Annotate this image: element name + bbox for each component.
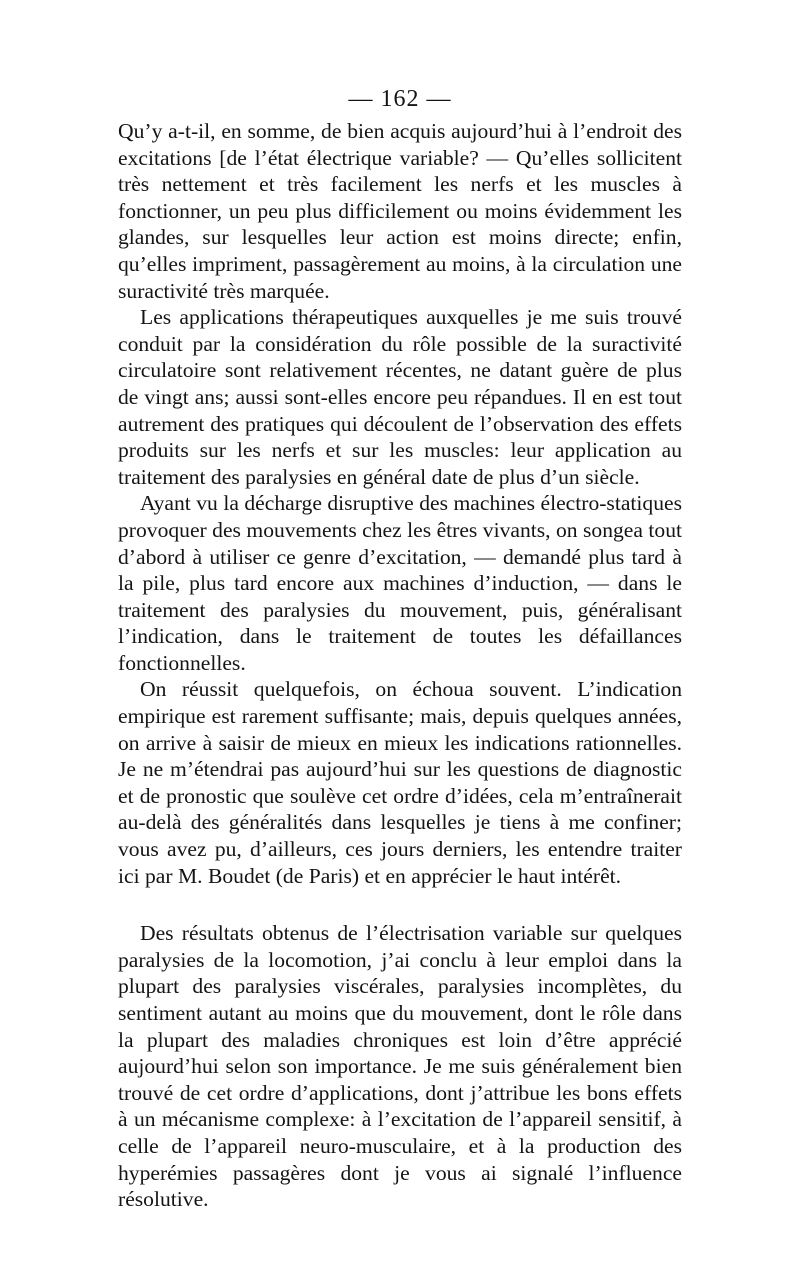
page-number: — 162 — bbox=[348, 86, 452, 112]
body-text bbox=[118, 118, 682, 1213]
paragraph-1: Qu’y a-t-il, en somme, de bien acquis aujourd’hui à l’endroit des excitations [de l’état électrique variable? — Qu’elles sollicitent très nettement et très facilement les nerfs et les muscles à fonctionner, un peu plus difficilement ou moins évidemment les glandes, sur lesquelles leur action est moins directe; enfin, qu’elles impriment, passagèrement au moins, à la circulation une suractivité très marquée. bbox=[118, 119, 682, 303]
paragraph-3: Ayant vu la décharge disruptive des machines électro-statiques provoquer des mouvements chez les êtres vivants, on songea tout d’abord à utiliser ce genre d’excitation, — demandé plus tard à la pile, plus tard encore aux machines d’induction, — dans le traitement des paralysies du mouvement, puis, généralisant l’indication, dans le traitement de toutes les défaillances fonctionnelles. bbox=[118, 491, 682, 675]
paragraph-5: Des résultats obtenus de l’électrisation variable sur quelques paralysies de la locomotion, j’ai conclu à leur emploi dans la plupart des paralysies viscérales, paralysies incomplètes, du sentiment autant au moins que du mouvement, dont le rôle dans la plupart des maladies chroniques est loin d’être apprécié aujourd’hui selon son importance. Je me suis généralement bien trouvé de cet ordre d’applications, dont j’attribue les bons effets à un mécanisme complexe: à l’excitation de l’appareil sensitif, à celle de l’appareil neuro-musculaire, et à la production des hyperémies passagères dont je vous ai signalé l’influence résolutive. bbox=[118, 921, 682, 1212]
paragraph-2: Les applications thérapeutiques auxquelles je me suis trouvé conduit par la considération du rôle possible de la suractivité circulatoire sont relativement récentes, ne datant guère de plus de vingt ans; aussi sont-elles encore peu répandues. Il en est tout autrement des pratiques qui découlent de l’observation des effets produits sur les nerfs et sur les muscles: leur application au traitement des paralysies en général date de plus d’un siècle. bbox=[118, 305, 682, 489]
paragraph-4: On réussit quelquefois, on échoua souvent. L’indication empirique est rarement suffisante; mais, depuis quelques années, on arrive à saisir de mieux en mieux les indications rationnelles. Je ne m’étendrai pas aujourd’hui sur les questions de diagnostic et de pronostic que soulève cet ordre d’idées, cela m’entraînerait au-delà des généralités dans lesquelles je tiens à me confiner; vous avez pu, d’ailleurs, ces jours derniers, les entendre traiter ici par M. Boudet (de Paris) et en apprécier le haut intérêt. bbox=[118, 677, 682, 888]
